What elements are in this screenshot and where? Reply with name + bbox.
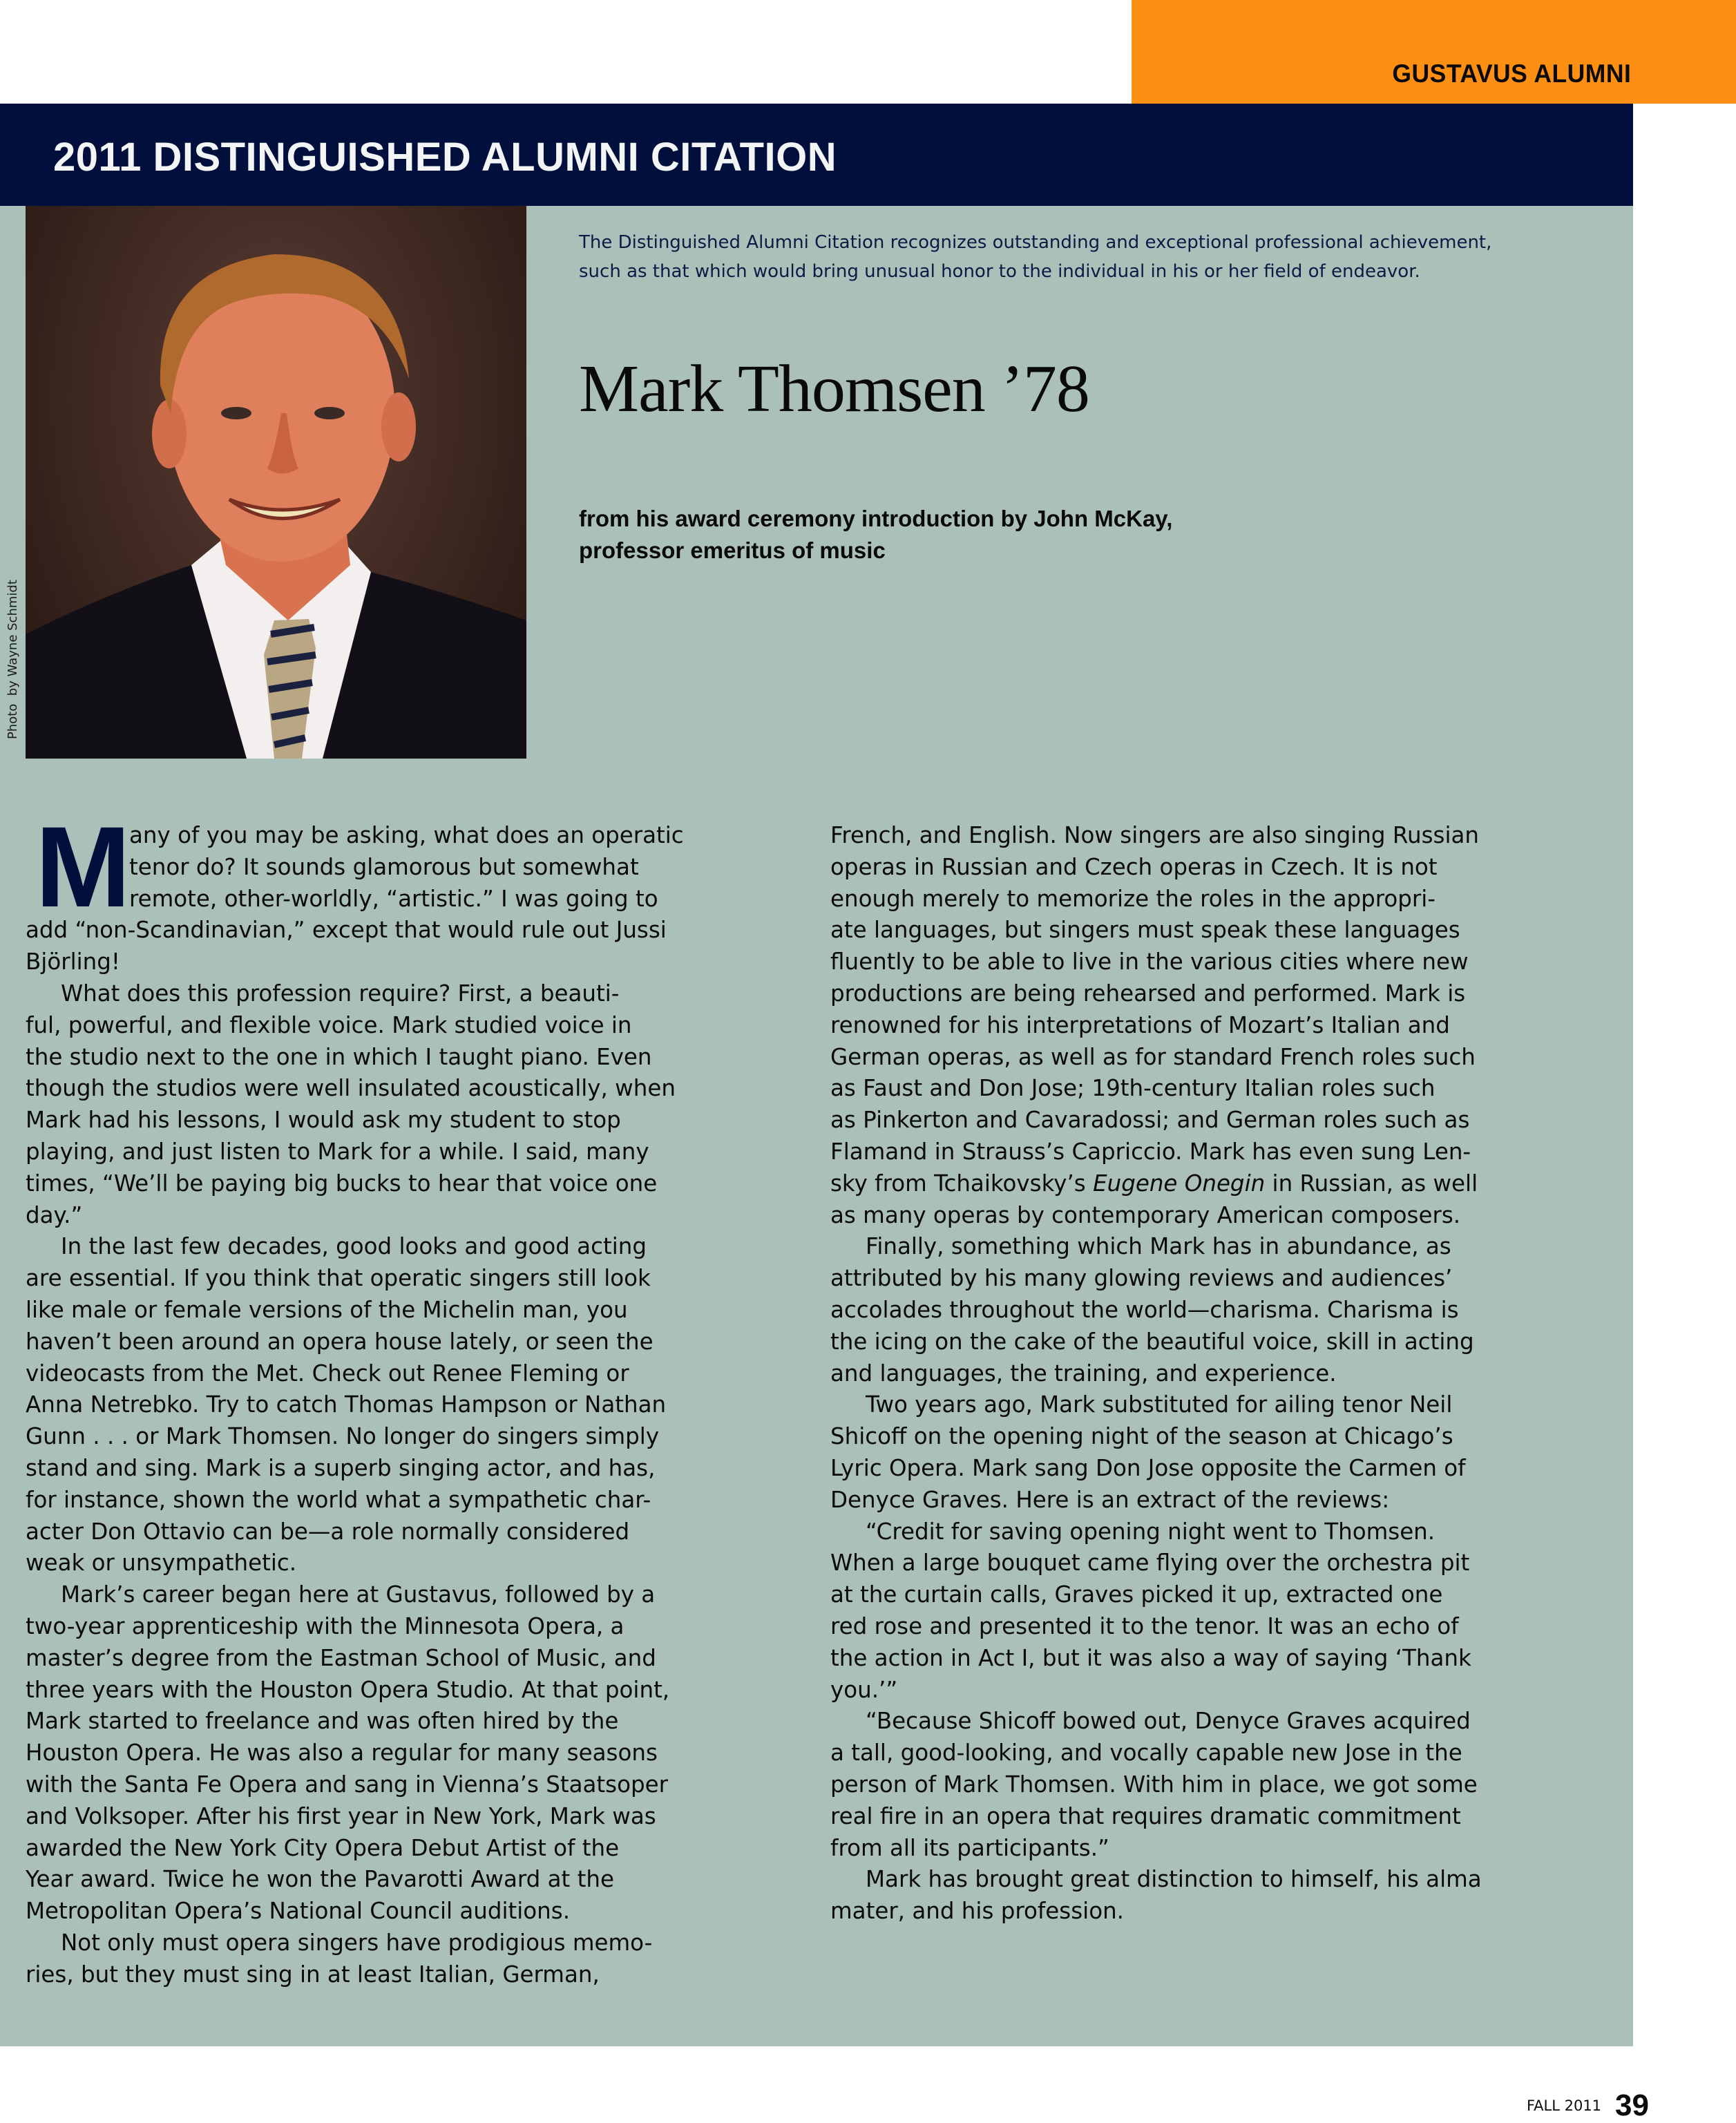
article-line: Houston Opera. He was also a regular for many seasons	[26, 1740, 658, 1767]
citation-description-line: such as that which would bring unusual honor to the individual in his or her field of endeavor.	[579, 261, 1420, 282]
article-line: Finally, something which Mark has in abundance, as	[866, 1233, 1451, 1260]
article-line: times, “We’ll be paying big bucks to hear that voice one	[26, 1170, 658, 1197]
article-line: Gunn . . . or Mark Thomsen. No longer do singers simply	[26, 1423, 660, 1450]
article-line: Mark’s career began here at Gustavus, followed by a	[61, 1581, 656, 1608]
article-line: as Faust and Don Jose; 19th-century Italian roles such	[830, 1075, 1435, 1102]
article-line: German operas, as well as for standard French roles such	[830, 1043, 1476, 1070]
article-line: Anna Netrebko. Try to catch Thomas Hampson or Nathan	[26, 1391, 667, 1418]
article-line: Flamand in Strauss’s Capriccio. Mark has even sung Len-	[830, 1138, 1471, 1165]
portrait-photo	[26, 206, 526, 759]
article-line: tenor do? It sounds glamorous but somewhat	[129, 853, 639, 880]
article-line: add “non-Scandinavian,” except that would rule out Jussi	[26, 917, 667, 944]
article-line: at the curtain calls, Graves picked it up, extracted one	[830, 1581, 1443, 1608]
article-line: attributed by his many glowing reviews and audiences’	[830, 1265, 1453, 1292]
article-line: Shicoff on the opening night of the season at Chicago’s	[830, 1423, 1453, 1450]
article-line: Not only must opera singers have prodigious memo-	[61, 1929, 653, 1956]
article-line: operas in Russian and Czech operas in Czech. It is not	[830, 853, 1438, 880]
article-line: though the studios were well insulated acoustically, when	[26, 1075, 676, 1102]
article-line: stand and sing. Mark is a superb singing actor, and has,	[26, 1454, 656, 1481]
article-line: French, and English. Now singers are also singing Russian	[830, 822, 1479, 848]
page-number: 39	[1615, 2088, 1649, 2122]
article-line: mater, and his profession.	[830, 1898, 1125, 1925]
article-line: are essential. If you think that operatic singers still look	[26, 1265, 651, 1292]
article-line: the action in Act I, but it was also a way of saying ‘Thank	[830, 1644, 1471, 1671]
drop-cap: M	[35, 803, 131, 931]
article-line: enough merely to memorize the roles in the appropri-	[830, 885, 1436, 912]
article-line	[830, 1168, 1604, 1200]
article-line: master’s degree from the Eastman School of Music, and	[26, 1644, 656, 1671]
article-line: productions are being rehearsed and performed. Mark is	[830, 980, 1466, 1007]
article-column-right	[830, 820, 1604, 1927]
article-line: Mark started to freelance and was often hired by the	[26, 1708, 619, 1735]
article-line: weak or unsympathetic.	[26, 1550, 297, 1577]
article-line: from all its participants.”	[830, 1834, 1109, 1861]
article-line: Lyric Opera. Mark sang Don Jose opposite the Carmen of	[830, 1454, 1466, 1481]
article-line: Year award. Twice he won the Pavarotti Award at the	[26, 1866, 614, 1893]
article-line: day.”	[26, 1201, 83, 1228]
article-line: “Because Shicoff bowed out, Denyce Graves acquired	[866, 1708, 1471, 1735]
article-line: as many operas by contemporary American composers.	[830, 1201, 1461, 1228]
article-line: a tall, good-looking, and vocally capable new Jose in the	[830, 1740, 1462, 1767]
article-line: red rose and presented it to the tenor. It was an echo of	[830, 1612, 1459, 1639]
article-line: Mark had his lessons, I would ask my student to stop	[26, 1107, 621, 1134]
section-label: GUSTAVUS ALUMNI	[1392, 59, 1631, 88]
article-line: the icing on the cake of the beautiful voice, skill in acting	[830, 1328, 1474, 1355]
citation-description	[579, 228, 1601, 286]
article-line: accolades throughout the world—charisma. Charisma is	[830, 1296, 1459, 1323]
article-line: In the last few decades, good looks and good acting	[61, 1233, 647, 1260]
article-line: ate languages, but singers must speak these languages	[830, 917, 1460, 944]
article-line: and languages, the training, and experience.	[830, 1360, 1337, 1387]
byline-line: professor emeritus of music	[579, 537, 886, 563]
article-line: Mark has brought great distinction to himself, his alma	[866, 1866, 1482, 1893]
photo-credit: Photo by Wayne Schmidt	[6, 580, 20, 739]
page-title: 2011 DISTINGUISHED ALUMNI CITATION	[53, 135, 837, 180]
byline	[579, 503, 1172, 567]
article-line: remote, other-worldly, “artistic.” I was going to	[129, 885, 658, 912]
citation-description-line: The Distinguished Alumni Citation recognizes outstanding and exceptional professional achievement,	[579, 232, 1492, 253]
article-line: ful, powerful, and flexible voice. Mark studied voice in	[26, 1011, 632, 1038]
article-line: the studio next to the one in which I taught piano. Even	[26, 1043, 652, 1070]
article-line: haven’t been around an opera house lately, or seen the	[26, 1328, 654, 1355]
article-line: Denyce Graves. Here is an extract of the reviews:	[830, 1486, 1390, 1513]
article-line: awarded the New York City Opera Debut Artist of the	[26, 1834, 620, 1861]
article-line: two-year apprenticeship with the Minnesota Opera, a	[26, 1612, 624, 1639]
article-line: videocasts from the Met. Check out Renee Fleming or	[26, 1360, 629, 1387]
article-line: like male or female versions of the Michelin man, you	[26, 1296, 628, 1323]
article-line: as Pinkerton and Cavaradossi; and German roles such as	[830, 1107, 1470, 1134]
article-line: What does this profession require? First, a beauti-	[61, 980, 620, 1007]
article-line: real fire in an opera that requires dramatic commitment	[830, 1802, 1461, 1829]
article-line: you.’”	[830, 1676, 898, 1703]
article-line: Two years ago, Mark substituted for ailing tenor Neil	[866, 1391, 1453, 1418]
article-line: three years with the Houston Opera Studio. At that point,	[26, 1676, 670, 1703]
article-line: renowned for his interpretations of Mozart’s Italian and	[830, 1011, 1450, 1038]
portrait-illustration	[26, 206, 526, 759]
article-line: “Credit for saving opening night went to Thomsen.	[866, 1518, 1435, 1545]
honoree-name: Mark Thomsen ’78	[579, 352, 1089, 426]
article-line: Metropolitan Opera’s National Council auditions.	[26, 1898, 571, 1925]
article-line: Björling!	[26, 949, 120, 975]
byline-line: from his award ceremony introduction by John McKay,	[579, 506, 1173, 531]
article-line: and Volksoper. After his first year in New York, Mark was	[26, 1802, 656, 1829]
opera-title: Eugene Onegin	[1093, 1170, 1266, 1197]
article-line: fluently to be able to live in the various cities where new	[830, 949, 1469, 975]
article-line: When a large bouquet came flying over the orchestra pit	[830, 1550, 1470, 1577]
article-line-text: sky from Tchaikovsky’s	[830, 1170, 1094, 1197]
article-line: playing, and just listen to Mark for a while. I said, many	[26, 1138, 649, 1165]
article-line-text: in Russian, as well	[1265, 1170, 1478, 1197]
article-line: person of Mark Thomsen. With him in place, we got some	[830, 1771, 1478, 1798]
article-line: acter Don Ottavio can be—a role normally considered	[26, 1518, 630, 1545]
issue-label: FALL 2011	[1527, 2097, 1602, 2114]
article-line: for instance, shown the world what a sympathetic char-	[26, 1486, 651, 1513]
article-line: any of you may be asking, what does an operatic	[129, 822, 684, 848]
article-column-left	[26, 803, 799, 1990]
article-line: with the Santa Fe Opera and sang in Vienna’s Staatsoper	[26, 1771, 668, 1798]
article-line: ries, but they must sing in at least Italian, German,	[26, 1961, 600, 1988]
